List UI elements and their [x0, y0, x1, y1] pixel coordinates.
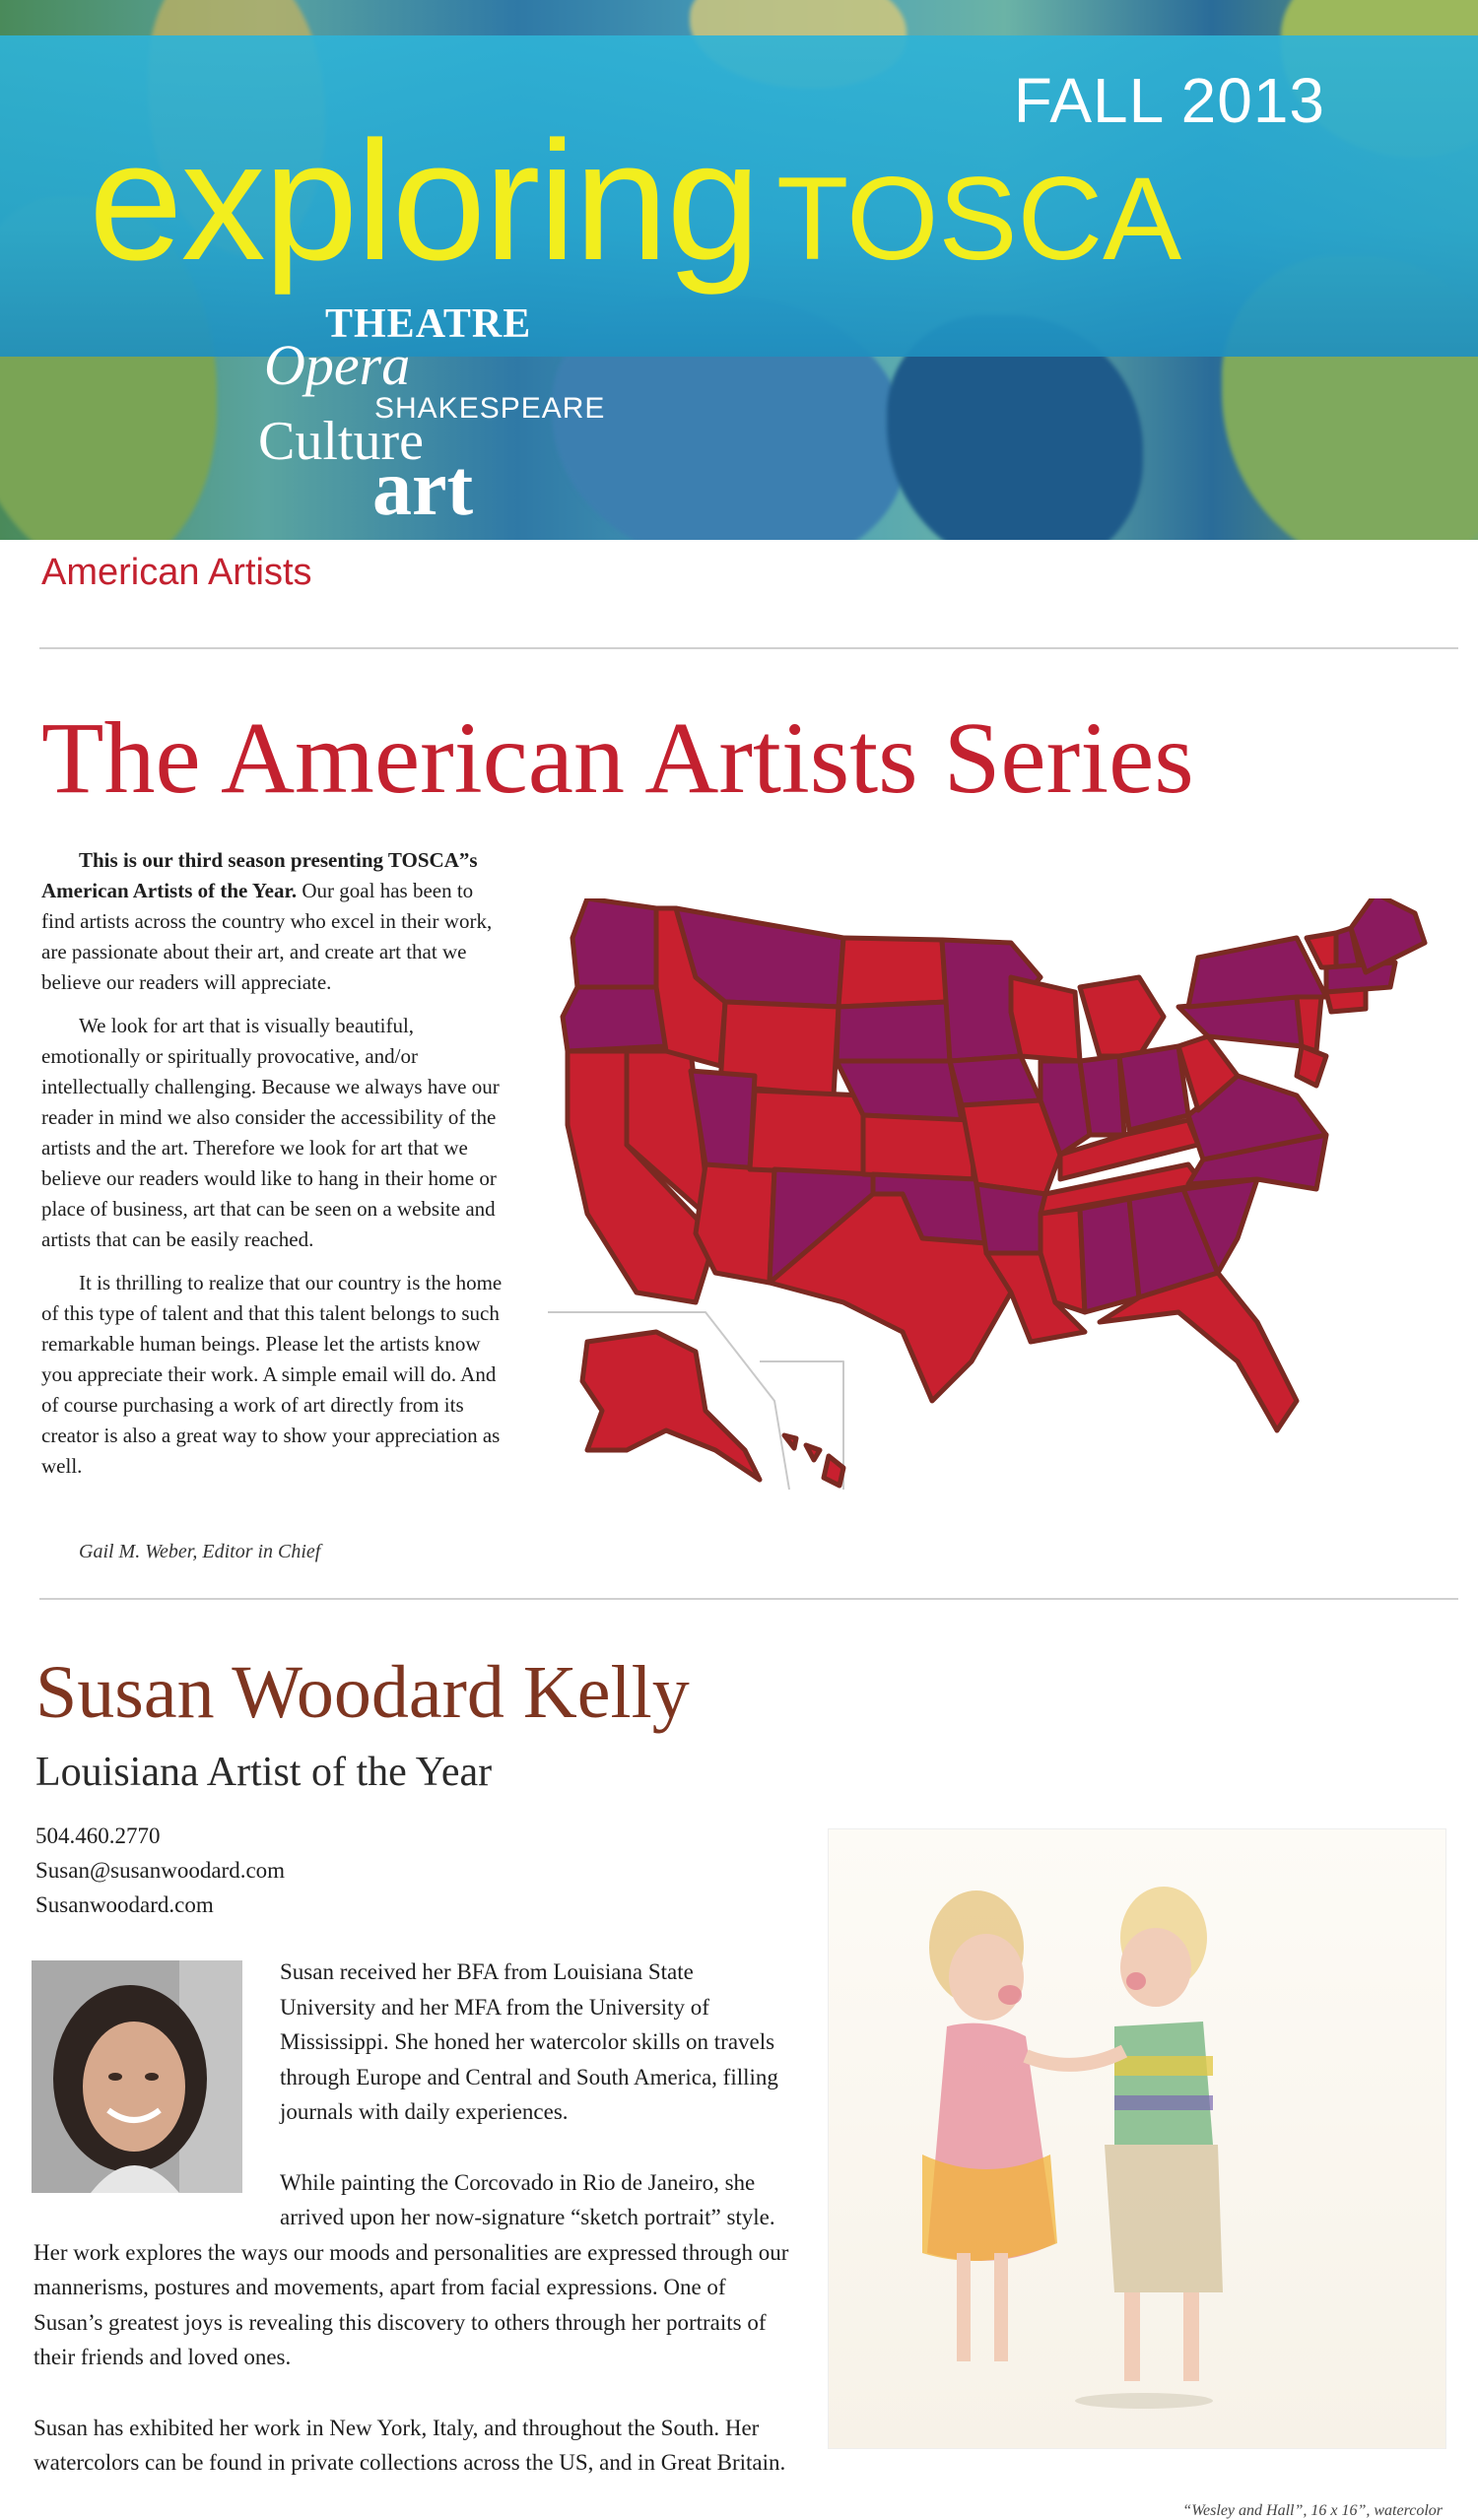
state-ohio	[1119, 1046, 1188, 1130]
state-new-jersey	[1297, 997, 1321, 1051]
artwork-caption: “Wesley and Hall”, 16 x 16”, watercolor	[1182, 2502, 1443, 2519]
wordmark-opera: Opera	[264, 333, 411, 397]
artist-website-link[interactable]: Susanwoodard.com	[35, 1892, 214, 1917]
state-colorado	[750, 1091, 863, 1174]
section-label: American Artists	[41, 552, 312, 593]
intro-paragraph: We look for art that is visually beautiful, emotionally or spiritually provocative, and/or intellectually challenging. Because we always have our reader in mind we also consider the accessibility of the artists and the art. Therefore we look for art that we believe our readers would like to hang in their home or place of business, art that can be seen on a website and artists that can be easily reached.	[41, 1014, 500, 1251]
bio-paragraph: Susan received her BFA from Louisiana State University and her MFA from the University of Mississippi. She honed her watercolor skills on travels through Europe and Central and South America, filling journals with daily experiences.	[280, 1959, 778, 2124]
state-washington	[572, 898, 656, 987]
state-michigan	[1080, 977, 1164, 1056]
portrait-illustration	[32, 1960, 242, 2193]
state-maine	[1351, 898, 1425, 972]
issue-season: FALL 2013	[1013, 65, 1325, 136]
intro-paragraph	[41, 845, 504, 998]
bio-paragraph: While painting the Corcovado in Rio de Janeiro, she arrived upon her now-signature “sketch portrait” style. Her work explores the ways our moods and personalities are expressed through our mannerisms, postures and movements, apart from facial expressions. One of Susan’s greatest joys is revealing this discovery to others through her portraits of their friends and loved ones.	[34, 2169, 789, 2369]
state-south-dakota	[837, 1002, 950, 1061]
wordmark-theatre: THEATRE	[325, 301, 532, 347]
divider	[39, 1598, 1458, 1600]
artist-title: Louisiana Artist of the Year	[35, 1750, 493, 1795]
artist-name: Susan Woodard Kelly	[35, 1651, 690, 1734]
watercolor-illustration	[829, 1829, 1445, 2448]
state-arkansas	[976, 1184, 1045, 1253]
wordmark-art: art	[372, 445, 474, 532]
state-wisconsin	[1011, 977, 1080, 1061]
masthead-banner	[0, 0, 1478, 540]
state-alaska	[582, 1332, 760, 1480]
magazine-title	[89, 106, 1182, 296]
state-kansas	[863, 1115, 974, 1179]
state-indiana	[1080, 1056, 1124, 1135]
divider	[39, 647, 1458, 649]
state-north-dakota	[839, 938, 947, 1007]
us-states-map	[548, 898, 1458, 1492]
bio-paragraph: Susan has exhibited her work in New York, Italy, and throughout the South. Her watercolors can be found in private collections across the US, and in Great Britain.	[34, 2415, 786, 2475]
state-oregon	[563, 987, 666, 1051]
intro-lead-rest: Our goal has been to find artists across the country who excel in their work, are passionate about their art, and create art that we believe our readers will appreciate.	[41, 879, 493, 994]
artist-email-link[interactable]: Susan@susanwoodard.com	[35, 1858, 286, 1883]
intro-paragraph: It is thrilling to realize that our country is the home of this type of talent and that this talent belongs to such remarkable human beings. Please let the artists know you appreciate their work. A simple email will do. And of course purchasing a work of art directly from its creator is also a great way to show your appreciation as well.	[41, 1271, 503, 1478]
state-iowa	[950, 1056, 1041, 1105]
editor-signature: Gail M. Weber, Editor in Chief	[79, 1541, 321, 1562]
wordmark-culture: Culture	[258, 411, 424, 472]
state-maryland-delaware	[1297, 1046, 1326, 1086]
artist-portrait-photo	[32, 1960, 242, 2193]
state-hawaii	[784, 1435, 843, 1486]
title-exploring: exploring	[89, 106, 759, 296]
intro-text	[41, 845, 504, 1494]
series-title: The American Artists Series	[41, 701, 1194, 815]
artwork-wesley-and-hall	[828, 1828, 1446, 2449]
wordmark-shakespeare: SHAKESPEARE	[374, 392, 606, 425]
intro-lead: This is our third season presenting TOSCA”s American Artists of the Year.	[41, 848, 478, 902]
state-connecticut	[1326, 989, 1366, 1012]
title-tosca: TOSCA	[776, 153, 1182, 285]
artist-phone: 504.460.2770	[35, 1824, 161, 1848]
